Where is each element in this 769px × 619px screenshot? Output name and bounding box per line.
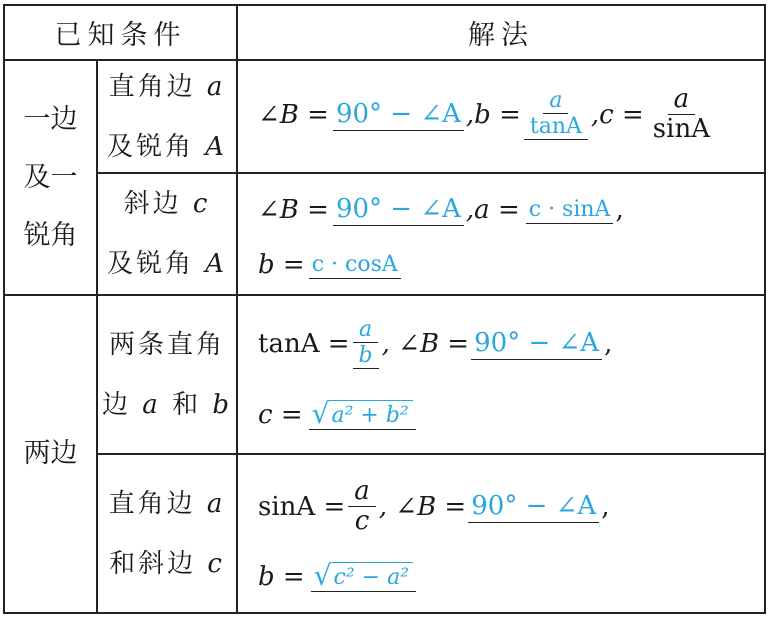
- fraction-denominator: b: [358, 343, 373, 369]
- category-two-sides: 两边: [23, 438, 78, 469]
- eq-lhs-c: ,c =: [590, 99, 644, 130]
- condition-line-2: 及锐角 A: [106, 131, 228, 162]
- eq-lhs-b: ,b =: [465, 99, 521, 130]
- eq-lhs-b: b =: [258, 562, 305, 592]
- header-solution: 解法: [468, 20, 534, 51]
- radical-sign: √: [313, 559, 332, 592]
- answer-b-fraction: [524, 89, 588, 140]
- col-divider-main: [236, 4, 238, 614]
- answer-b: c · cosA: [309, 252, 401, 279]
- condition-hypotenuse-and-angle: [98, 174, 236, 294]
- condition-line-2: 和斜边 c: [109, 548, 225, 579]
- header-conditions: 已知条件: [54, 20, 187, 51]
- solution-hypotenuse-line-1: [258, 194, 624, 226]
- solution-hypotenuse-line-2: [258, 250, 401, 280]
- comma: ,: [615, 195, 624, 225]
- answer-angle-b: 90° − ∠A: [471, 328, 602, 360]
- answer-angle-b: 90° − ∠A: [333, 99, 464, 131]
- eq-lhs-a: ,a =: [465, 195, 520, 225]
- answer-c-fraction: [647, 86, 716, 144]
- sqrt-expression: [313, 559, 413, 592]
- solution-leg-hyp-line-2: [258, 559, 416, 592]
- condition-line-2: 及锐角 A: [106, 249, 228, 279]
- category-line-3: 锐角: [23, 219, 78, 251]
- condition-leg-and-angle: [98, 61, 236, 172]
- border-bottom: [3, 612, 766, 614]
- eq-lhs-angle-b: , ∠B =: [378, 491, 467, 522]
- condition-line-1: 直角边 a: [108, 488, 226, 519]
- answer-b: [311, 559, 416, 592]
- fraction-denominator: tanA: [529, 114, 582, 140]
- condition-line-1: 直角边 a: [108, 71, 226, 102]
- fraction-denominator: sinA: [652, 114, 710, 145]
- radical-sign: √: [311, 397, 330, 430]
- solution-leg-and-angle: [258, 86, 719, 144]
- eq-lhs-angle-b: , ∠B =: [381, 328, 470, 359]
- eq-lhs-angle-b: ∠B =: [258, 195, 329, 225]
- answer-angle-b: 90° − ∠A: [333, 194, 464, 226]
- eq-lhs-b: b =: [258, 250, 305, 280]
- category-line-1: 一边: [23, 103, 78, 135]
- answer-a: c · sinA: [526, 197, 614, 224]
- fraction-numerator: a: [668, 86, 696, 115]
- solution-two-legs-line-1: [258, 318, 612, 369]
- comma: ,: [604, 328, 613, 359]
- border-right: [764, 4, 766, 614]
- answer-angle-b: 90° − ∠A: [468, 491, 599, 523]
- solution-two-legs-line-2: [258, 397, 416, 430]
- condition-line-1: 两条直角: [108, 329, 225, 360]
- radicand: c² − a²: [332, 562, 414, 590]
- solution-leg-hyp-line-1: [258, 478, 609, 536]
- answer-tanA-fraction: [353, 318, 379, 369]
- eq-lhs-c: c =: [258, 400, 303, 430]
- eq-lhs-sinA: sinA =: [258, 491, 346, 522]
- sqrt-expression: [311, 397, 413, 430]
- eq-lhs-tanA: tanA =: [258, 328, 350, 359]
- fraction-numerator: a: [543, 89, 568, 114]
- fraction-numerator: a: [353, 318, 378, 343]
- condition-line-1: 斜边 c: [123, 189, 211, 219]
- condition-two-legs: [98, 296, 236, 453]
- eq-lhs-angle-b: ∠B =: [258, 99, 329, 130]
- fraction-numerator: a: [348, 478, 376, 507]
- answer-sinA-fraction: [348, 478, 376, 536]
- radicand: a² + b²: [329, 400, 412, 428]
- category-line-2: 及一: [23, 161, 78, 193]
- category-one-side-one-angle: [5, 61, 96, 294]
- condition-leg-and-hypotenuse: [98, 455, 236, 612]
- fraction-denominator: c: [354, 506, 370, 537]
- comma: ,: [601, 491, 610, 522]
- condition-line-2: 边 a 和 b: [102, 389, 232, 420]
- answer-c: [309, 397, 416, 430]
